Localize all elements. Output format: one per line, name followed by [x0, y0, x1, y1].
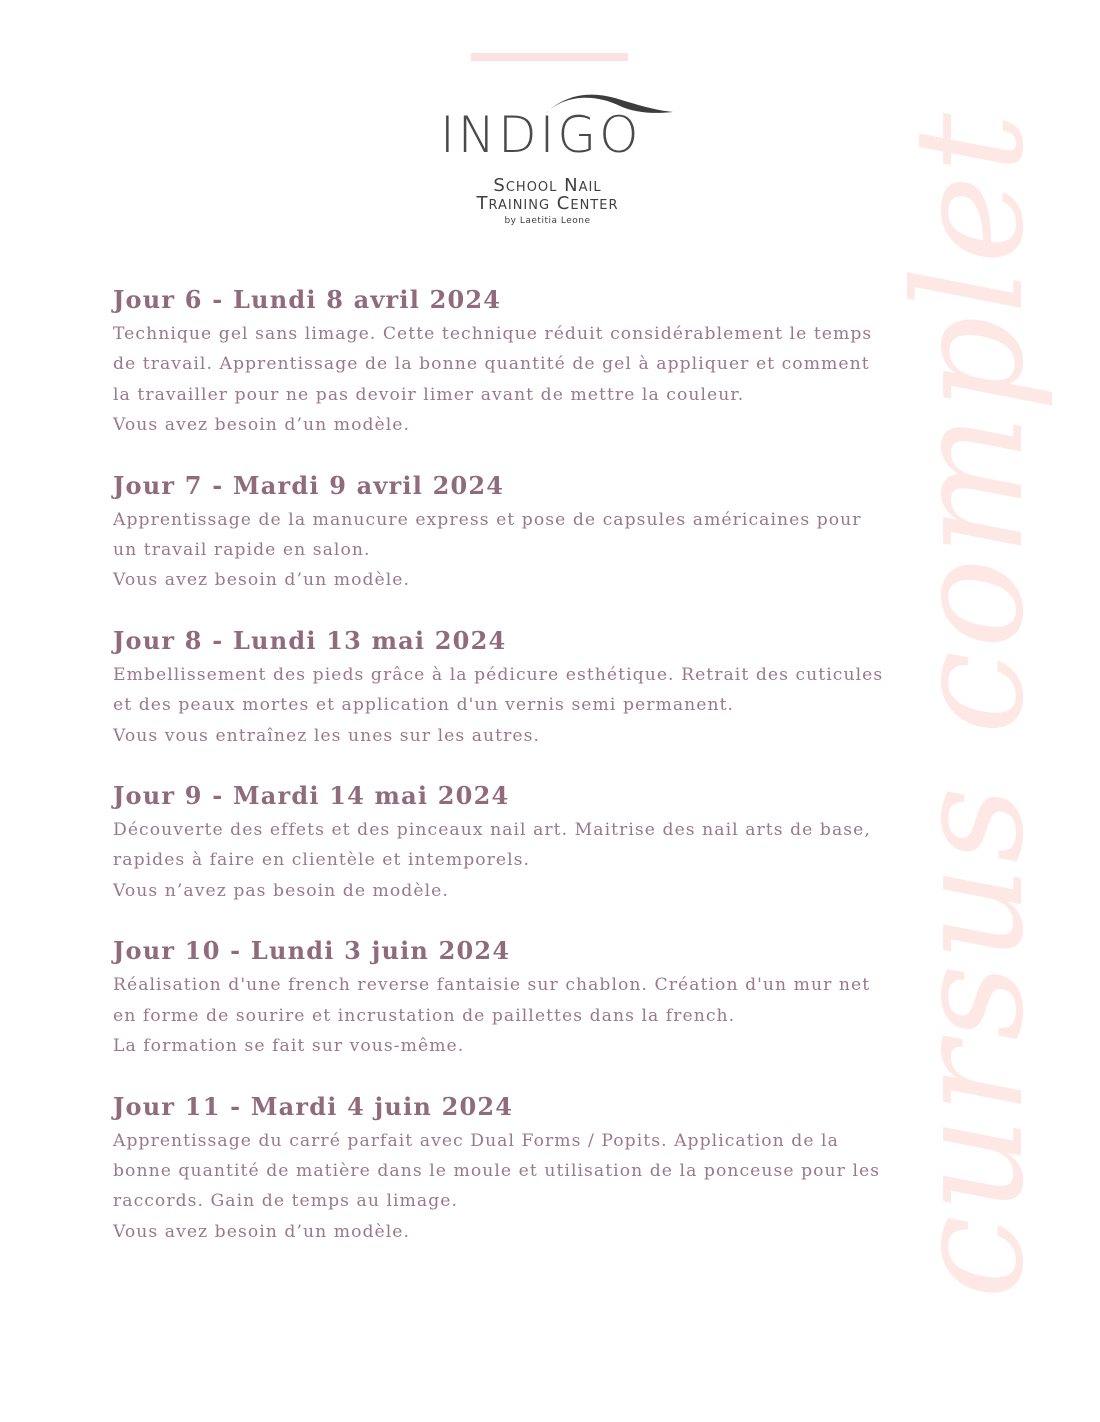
indigo-logo: [430, 92, 680, 232]
day-description-line: Vous vous entraînez les unes sur les autres.: [113, 725, 540, 746]
top-accent-bar: [471, 53, 628, 61]
day-description-line: Vous avez besoin d’un modèle.: [113, 415, 411, 436]
day-description-line: La formation se fait sur vous-même.: [113, 1036, 465, 1057]
day-description-line: bonne quantité de matière dans le moule et utilisation de la ponceuse pour les: [113, 1160, 881, 1181]
day-description-line: rapides à faire en clientèle et intemporels.: [113, 850, 531, 871]
day-section: [113, 936, 913, 1061]
day-title: Jour 7 - Mardi 9 avril 2024: [113, 470, 505, 500]
logo-tagline-2: Training Center: [476, 193, 619, 214]
day-description-line: et des peaux mortes et application d'un vernis semi permanent.: [113, 695, 735, 716]
day-section: [113, 285, 913, 441]
day-title: Jour 10 - Lundi 3 juin 2024: [113, 936, 511, 966]
day-description-line: Réalisation d'une french reverse fantaisie sur chablon. Création d'un mur net: [113, 975, 871, 996]
day-description-line: Vous n’avez pas besoin de modèle.: [113, 880, 449, 901]
day-description-line: raccords. Gain de temps au limage.: [113, 1191, 458, 1212]
day-description-line: la travailler pour ne pas devoir limer avant de mettre la couleur.: [113, 384, 745, 405]
day-description-line: Découverte des effets et des pinceaux nail art. Maitrise des nail arts de base,: [113, 820, 871, 841]
day-description-line: en forme de sourire et incrustation de paillettes dans la french.: [113, 1005, 736, 1026]
day-description-line: Technique gel sans limage. Cette technique réduit considérablement le temps: [113, 324, 873, 344]
day-section: [113, 626, 913, 751]
logo-wordmark: INDIGO: [440, 106, 642, 164]
watermark-text: cursus complet: [883, 110, 1057, 1300]
day-title: Jour 11 - Mardi 4 juin 2024: [113, 1091, 514, 1121]
day-section: [113, 471, 913, 596]
day-title: Jour 6 - Lundi 8 avril 2024: [113, 285, 502, 314]
schedule-list: [113, 285, 913, 1277]
day-description-line: de travail. Apprentissage de la bonne quantité de gel à appliquer et comment: [113, 354, 870, 375]
day-title: Jour 9 - Mardi 14 mai 2024: [113, 781, 510, 811]
day-description-line: Vous avez besoin d’un modèle.: [113, 1221, 411, 1242]
logo-tagline-1: School Nail: [493, 175, 602, 196]
day-description-line: Embellissement des pieds grâce à la pédicure esthétique. Retrait des cuticules: [113, 664, 884, 685]
day-section: [113, 1092, 913, 1248]
day-description-line: Apprentissage du carré parfait avec Dual Forms / Popits. Application de la: [113, 1130, 839, 1151]
logo-byline: by Laetitia Leone: [504, 216, 591, 226]
day-description-line: un travail rapide en salon.: [113, 540, 371, 561]
day-description-line: Vous avez besoin d’un modèle.: [113, 570, 411, 591]
day-description-line: Apprentissage de la manucure express et pose de capsules américaines pour: [113, 509, 862, 530]
day-section: [113, 781, 913, 906]
day-title: Jour 8 - Lundi 13 mai 2024: [113, 625, 507, 655]
